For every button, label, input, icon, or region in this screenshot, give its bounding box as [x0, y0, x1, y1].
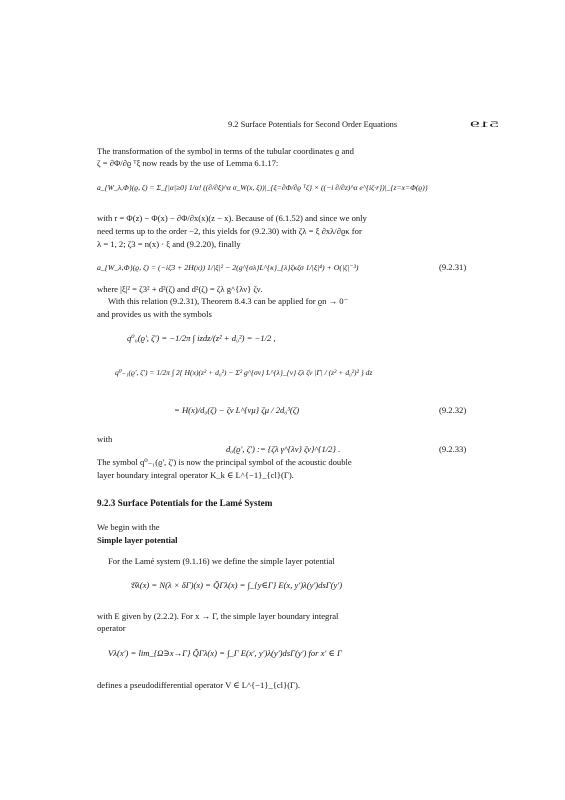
equation-number: (9.2.31) [439, 262, 467, 272]
paragraph-line: with [97, 434, 113, 444]
equation-number: (9.2.32) [439, 405, 467, 415]
equation-symbol-expansion: a_{W_λ,Φ}(ϱ, ζ) = Σ_{|α|≥0} 1/α! ((∂/∂ξ)^α σ_W(x, ξ))|_{ξ=∂Φ/∂ϱ ᵀζ} × ((−i ∂/∂z)^α e^{iζ·r})|_{z=x=Φ(ϱ)} [97, 183, 428, 192]
equation-q0-0: q⁰₀(ϱ', ζ') = −1/2π ∫ izdz/(z² + d₀²) = −1/2 , [127, 333, 276, 343]
page-number: 519 [470, 120, 499, 129]
equation-simple-layer-operator: Vλ(x') = lim_{Ω∋x→Γ} Q̃Γλ(x) = ∫_Γ E(x', y')λ(y')dsΓ(y') for x' ∈ Γ [108, 648, 342, 658]
equation-q0-minus1: q⁰₋₁(ϱ', ζ') = 1/2π ∫ 2{ H(x)(z² + d₀²) − Σ² g^{σν} L^{λ}_{ν} ζλ ζν |Γ| / (z² + d₀²)² } dz [115, 368, 373, 377]
paragraph-line: need terms up to the order −2, this yields for (9.2.30) with ζλ = ξ ∂xλ/∂ϱκ for [97, 226, 362, 236]
paragraph-line: For the Lamé system (9.1.16) we define the simple layer potential [108, 556, 335, 566]
paragraph-line: with E given by (2.2.2). For x → Γ, the simple layer boundary integral [97, 611, 339, 621]
subsection-heading: Simple layer potential [97, 535, 178, 545]
paragraph-line: defines a pseudodifferential operator V ∈ L^{−1}_{cl}(Γ). [97, 680, 301, 690]
paragraph-line: We begin with the [97, 522, 160, 532]
paragraph-line: The symbol q⁰₋₁(ϱ', ζ') is now the principal symbol of the acoustic double [97, 457, 352, 467]
section-heading: 9.2.3 Surface Potentials for the Lamé System [97, 498, 273, 508]
equation-9-2-31: a_{W_λ,Φ}(ϱ, ζ) = (−iζ3 + 2H(x)) 1/|ξ|² − 2(g^{σλ}L^{κ}_{λ}ζκζσ 1/|ξ|⁴) + O(|ζ|⁻³) [97, 263, 359, 272]
paragraph-line: layer boundary integral operator K_k ∈ L^{−1}_{cl}(Γ). [97, 470, 294, 480]
paragraph-line: With this relation (9.2.31), Theorem 8.4.3 can be applied for ϱn → 0⁻ [108, 296, 349, 306]
equation-q0-minus1-result: = H(x)/d₀(ζ) − ζν L^{νμ} ζμ / 2d₀³(ζ) [174, 405, 300, 415]
equation-simple-layer-potential: 𝔙λ(x) = N(λ × δΓ)(x) = Q̃Γλ(x) = ∫_{y∈Γ} E(x, y')λ(y')dsΓ(y') [130, 580, 343, 590]
running-header-title: 9.2 Surface Potentials for Second Order Equations [228, 120, 398, 129]
paragraph-line: with r = Φ(z) − Φ(x) − ∂Φ/∂x(x)(z − x). Because of (6.1.52) and since we only [97, 213, 367, 223]
paragraph-line: where |ξ|² = ζ3² + d²(ζ) and d²(ζ) = ζλ g^{λν} ζν. [97, 284, 263, 294]
equation-number: (9.2.33) [439, 444, 467, 454]
paragraph-line: ζ = ∂Φ/∂ϱ ᵀξ now reads by the use of Lemma 6.1.17: [97, 158, 279, 168]
paragraph-line: operator [97, 623, 126, 633]
equation-9-2-33: d₀(ϱ', ζ') := {ζλ γ^{λν} ζν}^{1/2} . [226, 444, 341, 454]
paragraph-line: The transformation of the symbol in terms of the tubular coordinates ϱ and [97, 146, 354, 156]
paragraph-line: λ = 1, 2; ζ3 = n(x) · ξ and (9.2.20), finally [97, 239, 241, 249]
paragraph-line: and provides us with the symbols [97, 309, 212, 319]
